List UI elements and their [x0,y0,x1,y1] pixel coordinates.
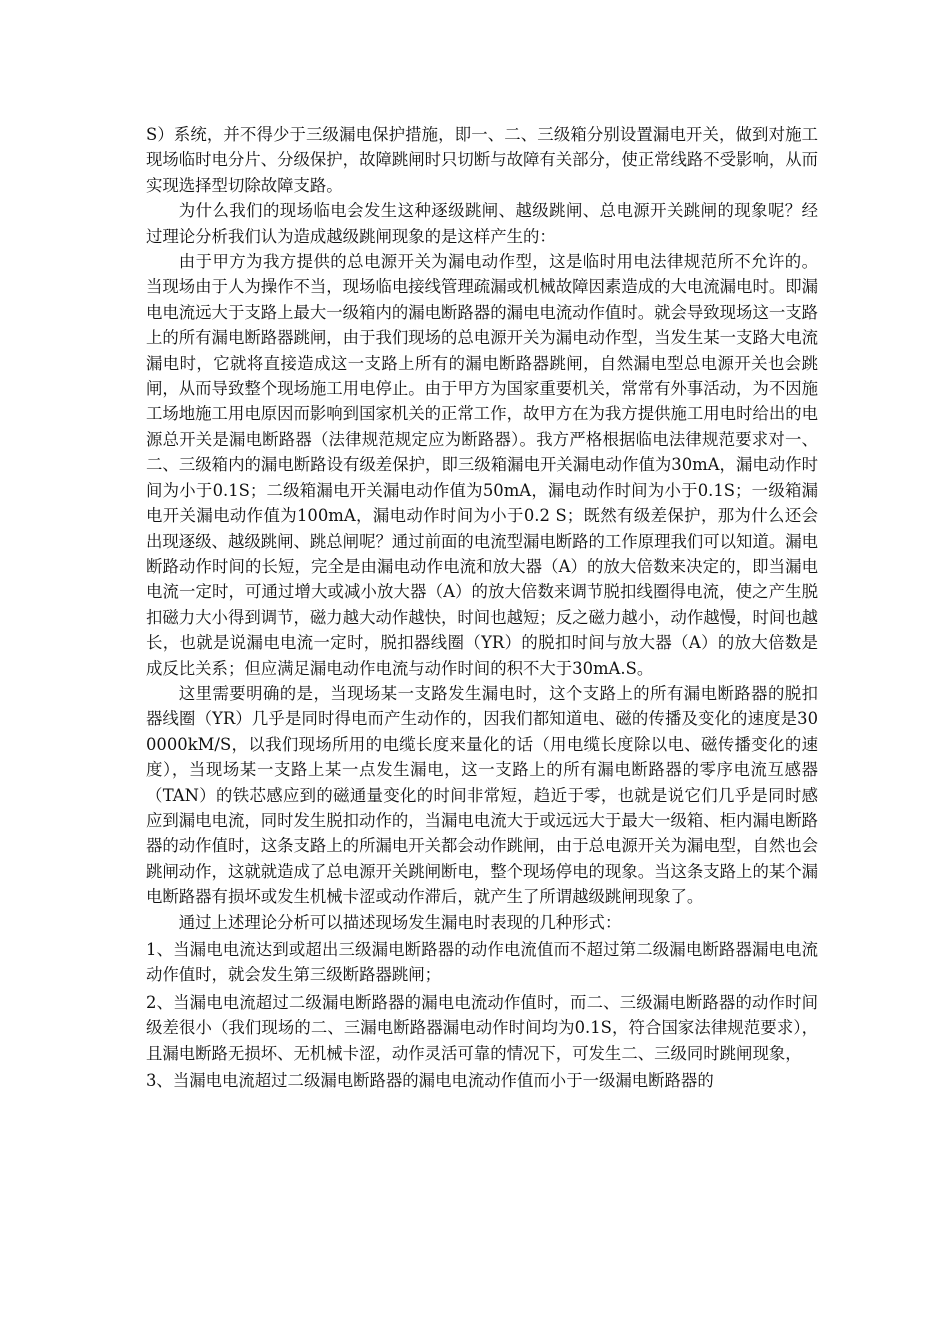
list-item-2: 2、当漏电电流超过二级漏电断路器的漏电电流动作值时，而二、三级漏电断路器的动作时间级差很小（我们现场的二、三漏电断路器漏电动作时间均为0.1S，符合国家法律规范要求），且漏电断路无损坏、无机械卡涩，动作灵活可靠的情况下，可发生二、三级同时跳闸现象， [146,992,818,1063]
paragraph-question: 为什么我们的现场临电会发生这种逐级跳闸、越级跳闸、总电源开关跳闸的现象呢？经过理论分析我们认为造成越级跳闸现象的是这样产生的： [146,201,818,246]
paragraph-analysis: 由于甲方为我方提供的总电源开关为漏电动作型，这是临时用电法律规范所不允许的。当现场由于人为操作不当，现场临电接线管理疏漏或机械故障因素造成的大电流漏电时。即漏电电流远大于支路上最大一级箱内的漏电断路器的漏电电流动作值时。就会导致现场这一支路上的所有漏电断路器跳闸，由于我们现场的总电源开关为漏电动作型，当发生某一支路大电流漏电时，它就将直接造成这一支路上所有的漏电断路器跳闸，自然漏电型总电源开关也会跳闸，从而导致整个现场施工用电停止。由于甲方为国家重要机关，常常有外事活动，为不因施工场地施工用电原因而影响到国家机关的正常工作，故甲方在为我方提供施工用电时给出的电源总开关是漏电断路器（法律规范规定应为断路器）。我方严格根据临电法律规范要求对一、二、三级箱内的漏电断路设有级差保护，即三级箱漏电开关漏电动作值为30mA，漏电动作时间为小于0.1S；二级箱漏电开关漏电动作值为50mA，漏电动作时间为小于0.1S；一级箱漏电开关漏电动作值为100mA，漏电动作时间为小于0.2 S；既然有级差保护，那为什么还会出现逐级、越级跳闸、跳总闸呢？通过前面的电流型漏电断路的工作原理我们可以知道。漏电断路动作时间的长短，完全是由漏电动作电流和放大器（A）的放大倍数来决定的，即当漏电电流一定时，可通过增大或减小放大器（A）的放大倍数来调节脱扣线圈得电流，使之产生脱扣磁力大小得到调节，磁力越大动作越快，时间也越短；反之磁力越小，动作越慢，时间也越长，也就是说漏电电流一定时，脱扣器线圈（YR）的脱扣时间与放大器（A）的放大倍数是成反比关系；但应满足漏电动作电流与动作时间的积不大于30mA.S。 [146,252,819,678]
document-page [146,122,818,1093]
paragraph-summary-intro: 通过上述理论分析可以描述现场发生漏电时表现的几种形式： [178,912,622,932]
list-item-3: 3、当漏电电流超过二级漏电断路器的漏电电流动作值而小于一级漏电断路器的 [146,1071,714,1091]
list-item-1: 1、当漏电电流达到或超出三级漏电断路器的动作电流值而不超过第二级漏电断路器漏电电流动作值时，就会发生第三级断路器跳闸； [146,940,818,985]
paragraph-clarification: 这里需要明确的是，当现场某一支路发生漏电时，这个支路上的所有漏电断路器的脱扣器线圈（YR）几乎是同时得电而产生动作的，因我们都知道电、磁的传播及变化的速度是300000kM/S，以我们现场所用的电缆长度来量化的话（用电缆长度除以电、磁传播变化的速度），当现场某一支路上某一点发生漏电，这一支路上的所有漏电断路器的零序电流互感器（TAN）的铁芯感应到的磁通量变化的时间非常短，趋近于零，也就是说它们几乎是同时感应到漏电电流，同时发生脱扣动作的，当漏电电流大于或远远大于最大一级箱、柜内漏电断路器的动作值时，这条支路上的所漏电开关都会动作跳闸，由于总电源开关为漏电型，自然也会跳闸动作，这就就造成了总电源开关跳闸断电，整个现场停电的现象。当这条支路上的某个漏电断路器有损坏或发生机械卡涩或动作滞后，就产生了所谓越级跳闸现象了。 [146,683,819,907]
paragraph-tn-system: S）系统，并不得少于三级漏电保护措施，即一、二、三级箱分别设置漏电开关，做到对施工现场临时电分片、分级保护，故障跳闸时只切断与故障有关部分，使正常线路不受影响，从而实现选择型切除故障支路。 [146,125,819,195]
